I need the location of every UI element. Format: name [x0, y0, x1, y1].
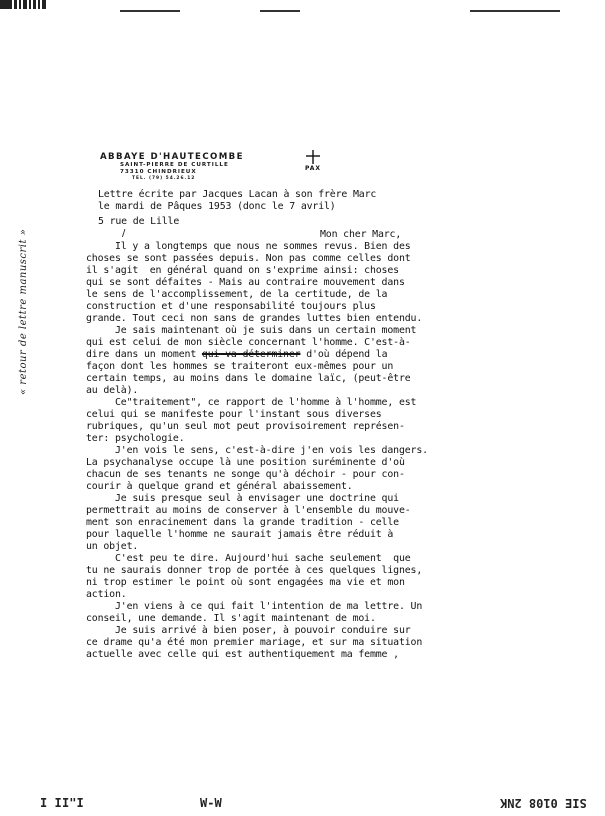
handwritten-margin-note: « retour de lettre manuscrit »	[18, 228, 29, 395]
letter-body-line: construction et d'une responsabilité toujours plus	[86, 301, 376, 312]
bottom-code-center: W-W	[200, 796, 222, 810]
heading-line-2: le mardi de Pâques 1953 (donc le 7 avril)	[98, 201, 336, 212]
scan-artifact-bottom	[0, 796, 605, 816]
handwritten-mark: /	[122, 228, 126, 239]
heading-line-1: Lettre écrite par Jacques Lacan à son frère Marc	[98, 189, 377, 200]
salutation: Mon cher Marc,	[320, 229, 402, 240]
letter-body-line: Il y a longtemps que nous ne sommes revus. Bien des	[86, 241, 411, 252]
letter-body-line: action.	[86, 589, 127, 600]
letter-body-line: grande. Tout ceci non sans de grandes luttes bien entendu.	[86, 313, 423, 324]
letter-body-line: le sens de l'accomplissement, de la certitude, de la	[86, 289, 388, 300]
bottom-code-left2: I"I	[62, 796, 84, 810]
letter-body-line: celui qui se manifeste pour l'instant sous diverses	[86, 409, 382, 420]
letter-body-line: un objet.	[86, 541, 139, 552]
letter-body-line: tu ne saurais donner trop de portée à ces quelques lignes,	[86, 565, 423, 576]
letter-body-line: courir à quelque grand et général abaissement.	[86, 481, 353, 492]
letter-body-line: permettrait au moins de conserver à l'ensemble du mouve-	[86, 505, 411, 516]
sender-address: 5 rue de Lille	[98, 216, 180, 227]
letter-body-line: Je suis presque seul à envisager une doctrine qui	[86, 493, 399, 504]
letter-body-line: chacun de ses tenants ne songe qu'à déchoir - pour con-	[86, 469, 405, 480]
letter-body-line: Je suis arrivé à bien poser, à pouvoir conduire sur	[86, 625, 411, 636]
letterhead	[100, 152, 300, 182]
letter-body-line: au delà).	[86, 385, 139, 396]
scan-artifact-top	[0, 0, 605, 12]
letterhead-phone: TEL. (79) 54.26.12	[132, 176, 196, 181]
bottom-code-left: I I	[40, 796, 62, 810]
letterhead-cross	[300, 150, 326, 172]
letter-body-line: La psychanalyse occupe là une position suréminente d'où	[86, 457, 405, 468]
letter-body-line: J'en viens à ce qui fait l'intention de ma lettre. Un	[86, 601, 423, 612]
letter-body-line: façon dont les hommes se traiteront eux-mêmes pour un	[86, 361, 394, 372]
letter-body-line: pour laquelle l'homme ne saurait jamais être réduit à	[86, 529, 394, 540]
bottom-code-right: SIE 0108 2NK	[500, 796, 587, 810]
letter-body-line: dire dans un moment qui va déterminer d'où dépend la	[86, 349, 388, 360]
letter-body-line: Je sais maintenant où je suis dans un certain moment	[86, 325, 417, 336]
letter-body-line: ter: psychologie.	[86, 433, 185, 444]
cross-icon	[306, 150, 320, 164]
letter-body-line: Ce"traitement", ce rapport de l'homme à l'homme, est	[86, 397, 417, 408]
letterhead-name: ABBAYE D'HAUTECOMBE	[100, 152, 244, 162]
letter-body-line: certain temps, au moins dans le domaine laïc, (peut-être	[86, 373, 411, 384]
letterhead-motto: PAX	[304, 165, 322, 172]
letter-body-line: actuelle avec celle qui est authentiquement ma femme ,	[86, 649, 399, 660]
letter-body-line: qui est celui de mon siècle concernant l'homme. C'est-à-	[86, 337, 411, 348]
letter-body-line: conseil, une demande. Il s'agit maintenant de moi.	[86, 613, 376, 624]
letter-body-line: il s'agit en général quand on s'exprime ainsi: choses	[86, 265, 399, 276]
letter-body-line: qui se sont défaites - Mais au contraire mouvement dans	[86, 277, 405, 288]
letter-body-line: ce drame qu'a été mon premier mariage, et sur ma situation	[86, 637, 423, 648]
letterhead-line3: 73310 CHINDRIEUX	[120, 169, 197, 175]
letter-body-line: J'en vois le sens, c'est-à-dire j'en vois les dangers.	[86, 445, 428, 456]
letter-body-line: ment son enracinement dans la grande tradition - celle	[86, 517, 399, 528]
letter-body-line: ni trop estimer le point où sont engagées ma vie et mon	[86, 577, 405, 588]
letter-body-line: rubriques, qu'un seul mot peut provisoirement représen-	[86, 421, 405, 432]
letter-body-line: choses se sont passées depuis. Non pas comme celles dont	[86, 253, 411, 264]
letterhead-line2: SAINT-PIERRE DE CURTILLE	[120, 162, 229, 168]
struck-text: qui va déterminer	[201, 349, 301, 360]
letter-body-line: C'est peu te dire. Aujourd'hui sache seulement que	[86, 553, 411, 564]
